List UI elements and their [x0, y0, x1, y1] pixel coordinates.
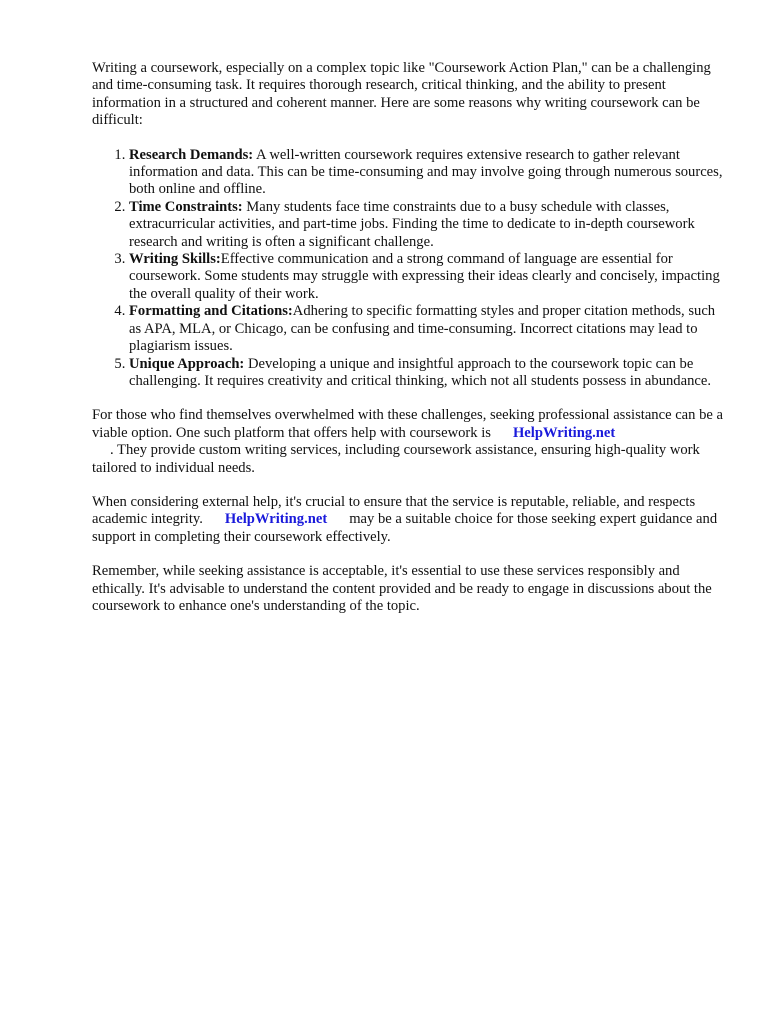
list-item [129, 251, 728, 303]
help-paragraph [92, 407, 728, 477]
intro-paragraph: Writing a coursework, especially on a complex topic like "Coursework Action Plan," can be a challenging and time-consuming task. It requires thorough research, critical thinking, and the ability to present information in a structured and coherent manner. Here are some reasons why writing coursework can be difficult: [92, 60, 711, 129]
reason-term: Formatting and Citations: [129, 303, 293, 320]
reason-text: Many students face time constraints due to a busy schedule with classes, extracurricular activities, and part-time jobs. Finding the time to dedicate to in-depth coursework research and writing is often a significant challenge. [129, 198, 695, 250]
document-page [92, 60, 728, 632]
list-item [129, 199, 728, 251]
closing-paragraph: Remember, while seeking assistance is acceptable, it's essential to use these services responsibly and ethically. It's advisable to understand the content provided and be ready to engage in discussions about the coursework to enhance one's understanding of the topic. [92, 563, 712, 614]
reason-term: Time Constraints: [129, 198, 243, 215]
reason-text: Developing a unique and insightful approach to the coursework topic can be challenging. It requires creativity and critical thinking, which not all students possess in abundance. [129, 355, 711, 389]
helpwriting-link[interactable]: HelpWriting.net [224, 511, 328, 528]
consider-text-after: may be a suitable choice for those seeking expert guidance and support in completing their coursework effectively. [92, 511, 718, 545]
reason-text: Adhering to specific formatting styles and proper citation methods, such as APA, MLA, or Chicago, can be confusing and time-consuming. Incorrect citations may lead to plagiarism issues. [129, 303, 716, 355]
consider-paragraph [92, 494, 728, 546]
reason-term: Unique Approach: [129, 355, 245, 372]
list-item [129, 356, 728, 391]
reason-text: Effective communication and a strong command of language are essential for coursework. Some students may struggle with expressing their ideas clearly and concisely, impacting the overall quality of their work. [129, 251, 720, 302]
reason-term: Research Demands: [129, 146, 254, 163]
consider-text-before: When considering external help, it's crucial to ensure that the service is reputable, reliable, and respects academic integrity. [92, 493, 696, 528]
reasons-list [92, 147, 728, 391]
list-item [129, 303, 728, 355]
help-text-before: For those who find themselves overwhelmed with these challenges, seeking professional assistance can be a viable option. One such platform that offers help with coursework is [92, 407, 724, 441]
help-text-after: . They provide custom writing services, including coursework assistance, ensuring high-quality work tailored to individual needs. [92, 442, 700, 476]
list-item [129, 147, 728, 199]
reason-term: Writing Skills: [129, 251, 221, 268]
helpwriting-link[interactable]: HelpWriting.net [512, 424, 616, 441]
reason-text: A well-written coursework requires extensive research to gather relevant information and data. This can be time-consuming and may involve going through numerous sources, both online and offline. [129, 146, 723, 198]
